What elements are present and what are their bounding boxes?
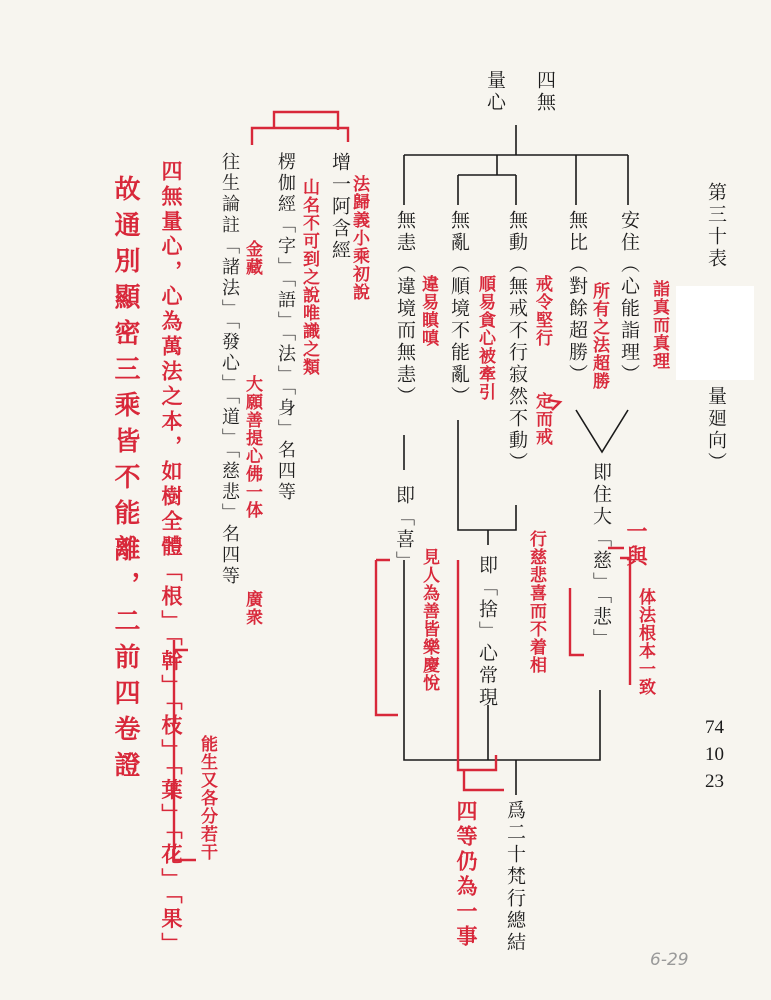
note-wuluan: 順易貪心被牽引: [475, 275, 495, 401]
table-title-part1: 第三十表: [705, 182, 727, 270]
ref-zengyi: 增一阿含經: [329, 152, 351, 262]
result-ci-bei: 即住大「慈」「悲」: [590, 462, 612, 651]
date-code-3: 23: [705, 771, 724, 792]
table-title-part2: 量廻向）: [705, 386, 727, 474]
note-wudong: 戒令堅行: [532, 275, 552, 347]
ref-wangsheng: 往生論註「諸法」「發心」「道」「慈悲」名四等: [219, 152, 240, 587]
date-code-1: 74: [705, 717, 724, 738]
branch-wuluan: 無亂（順境不能亂）: [448, 210, 470, 408]
note-she: 行慈悲喜而不着相: [526, 530, 546, 674]
note-anzhu: 詣真而真理: [649, 280, 669, 370]
root-col1: 四無: [534, 70, 556, 114]
date-code-2: 10: [705, 744, 724, 765]
note-wubi: 所有之法超勝: [589, 282, 609, 390]
note-guangmu: 廣衆: [242, 590, 262, 626]
branch-wuhui: 無恚（違境而無恚）: [394, 210, 416, 408]
root-col2: 量心: [484, 70, 506, 114]
note-xi: 見人為善皆樂慶悅: [419, 548, 439, 692]
result-xi: 即「喜」: [393, 485, 415, 573]
pencil-note: 6-29: [650, 950, 689, 970]
note-fagui: 法歸義小乘初說: [349, 175, 369, 301]
note-sishi-1: 四無量心，心為萬法之本，如樹全體「根」「幹」「枝」「葉」「花」「果」: [159, 160, 183, 958]
note-dayuan: 大願善提心佛一体: [242, 375, 262, 519]
result-she: 即「捨」心常現: [476, 555, 498, 709]
note-yiju: 一與: [624, 520, 648, 570]
branch-wubi: 無比（對餘超勝）: [566, 210, 588, 386]
ref-lengqie: 楞伽經「字」「語」「法」「身」名四等: [275, 152, 296, 503]
note-lengqie: 山名不可到之說唯識之類: [299, 178, 319, 376]
redaction-box: [676, 286, 754, 380]
note-four-equal: 四等仍為一事: [454, 800, 478, 950]
branch-wudong: 無動（無戒不行寂然不動）: [506, 210, 528, 474]
note-sishi-2: 故通別顯密三乘皆不能離，二前四卷證: [110, 175, 140, 787]
branch-anzhu: 安住（心能詣理）: [618, 210, 640, 386]
note-wuhui: 違易瞋嗔: [418, 275, 438, 347]
note-tifa: 体法根本一致: [635, 588, 655, 696]
note-wudong2: 定而戒: [532, 392, 552, 446]
note-jinzang: 金藏: [242, 240, 262, 276]
note-bianliu: 能生又各分若干: [197, 735, 217, 861]
result-final: 爲二十梵行總結: [504, 800, 526, 954]
